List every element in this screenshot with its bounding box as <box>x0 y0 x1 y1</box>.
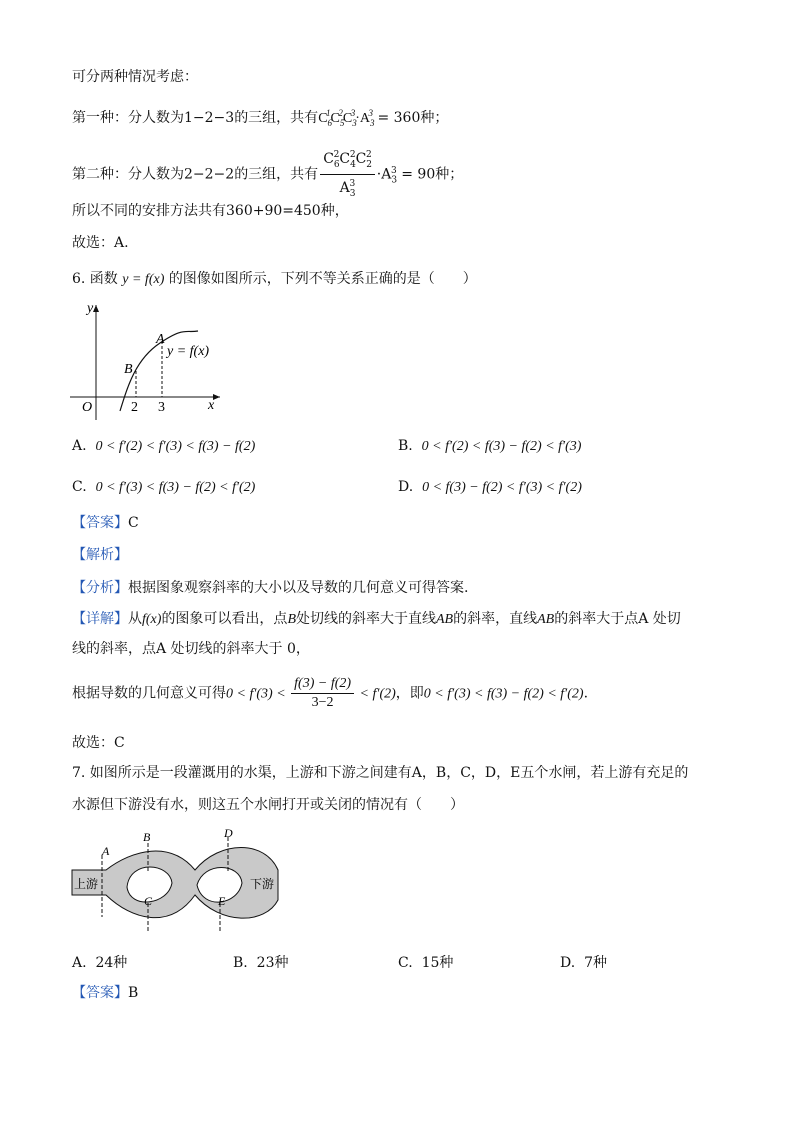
y-axis-label: y <box>87 301 94 316</box>
case-two: 第二种：分人数为2−2−2的三组，共有 $\frac{C_6^2C_4^2C_2^2}{A_3^3}$ $\cdot A_3^3 = 90$种； <box>72 146 463 203</box>
point-a-label: A <box>156 332 165 347</box>
q6-stem <box>72 270 477 289</box>
q6-option-d[interactable]: D. 0 < f(3) − f(2) < f′(3) < f′(2) <box>398 479 582 495</box>
case-one-result: = 360种； <box>377 110 449 126</box>
q6-fenxi <box>72 579 468 597</box>
q7-option-c[interactable]: C. 15种 <box>398 955 454 971</box>
fenxi-tag: 【分析】 <box>72 580 128 596</box>
q6-function: y = f(x) <box>122 272 165 287</box>
q7-answer: 【答案】B <box>72 985 139 1001</box>
case-two-prefix: 第二种：分人数为 <box>72 166 184 183</box>
q6-stem-suffix: 的图像如图所示，下列不等关系正确的是（ ） <box>168 271 477 287</box>
q6-answer <box>72 514 139 532</box>
downstream-label: 下游 <box>250 877 275 891</box>
q6-xiangjie-line2: 线的斜率，点A 处切线的斜率大于 0， <box>72 641 310 657</box>
q6-choose: 故选：C <box>72 735 125 751</box>
intro-text: 可分两种情况考虑： <box>72 69 198 85</box>
slope-fraction: $\frac{f(3) - f(2)}{3-2}$ <box>291 675 354 712</box>
q7-stem-1: 7. 如图所示是一段灌溉用的水渠，上游和下游之间建有A，B，C，D，E五个水闸，若上游有充足的 <box>72 765 689 781</box>
q6-analysis-tag: 【解析】 <box>72 547 128 563</box>
case-one-mid: 的三组，共有 <box>234 110 319 126</box>
q7-option-b[interactable]: B. 23种 <box>233 955 289 971</box>
q6-option-c[interactable]: C. 0 < f′(3) < f(3) − f(2) < f′(2) <box>72 479 256 495</box>
curve-label: y = f(x) <box>167 344 210 359</box>
tick-3-label: 3 <box>158 400 165 415</box>
case-one-groups: 1−2−3 <box>184 110 235 126</box>
case-one-formula: $C_6^1C_5^2C_3^3\cdot A_3^3$ <box>318 108 375 128</box>
function-graph <box>70 295 240 425</box>
choose-a: 故选：A. <box>72 235 129 251</box>
gate-a-label: A <box>102 844 110 858</box>
q6-xiangjie-line1: 【详解】从f(x)的图象可以看出，点B处切线的斜率大于直线AB的斜率，直线AB的斜率大于点A 处切 <box>72 611 681 627</box>
total-text: 所以不同的安排方法共有360+90=450种， <box>72 203 349 219</box>
case-two-fraction: $\frac{C_6^2C_4^2C_2^2}{A_3^3}$ <box>320 146 375 203</box>
upstream-label: 上游 <box>74 877 99 891</box>
q6-option-a[interactable]: A. 0 < f′(2) < f′(3) < f(3) − f(2) <box>72 438 256 454</box>
q6-option-b[interactable]: B. 0 < f′(2) < f(3) − f(2) < f′(3) <box>398 438 582 454</box>
canal-diagram <box>70 825 285 940</box>
fenxi-text: 根据图象观察斜率的大小以及导数的几何意义可得答案. <box>128 580 469 596</box>
point-b-label: B <box>124 362 133 377</box>
case-two-result: = 90种； <box>401 166 464 183</box>
origin-label: O <box>82 400 93 415</box>
case-one <box>72 104 448 132</box>
gate-b-label: B <box>143 830 151 844</box>
tick-2-label: 2 <box>131 400 138 415</box>
case-two-groups: 2−2−2 <box>184 166 235 183</box>
gate-d-label: D <box>224 826 233 840</box>
case-two-mid: 的三组，共有 <box>234 166 319 183</box>
q6-stem-prefix: 6. 函数 <box>72 271 118 287</box>
q7-option-d[interactable]: D. 7种 <box>560 955 608 971</box>
gate-c-label: C <box>144 894 153 908</box>
answer-tag: 【答案】 <box>72 515 128 531</box>
xiangjie-tag: 【详解】 <box>72 611 128 627</box>
answer-value: C <box>128 515 139 531</box>
x-axis-label: x <box>208 398 215 413</box>
q6-geo-line: 根据导数的几何意义可得0 < f′(3) < $\frac{f(3) - f(2)}{3-2}$ < f′(2)，即0 < f′(3) < f(3) − f(2) < f′(2). <box>72 676 589 710</box>
q7-option-a[interactable]: A. 24种 <box>72 955 128 971</box>
gate-e-label: E <box>218 894 226 908</box>
q7-stem-2: 水源但下游没有水，则这五个水闸打开或关闭的情况有（ ） <box>72 797 464 813</box>
case-one-prefix: 第一种：分人数为 <box>72 110 184 126</box>
